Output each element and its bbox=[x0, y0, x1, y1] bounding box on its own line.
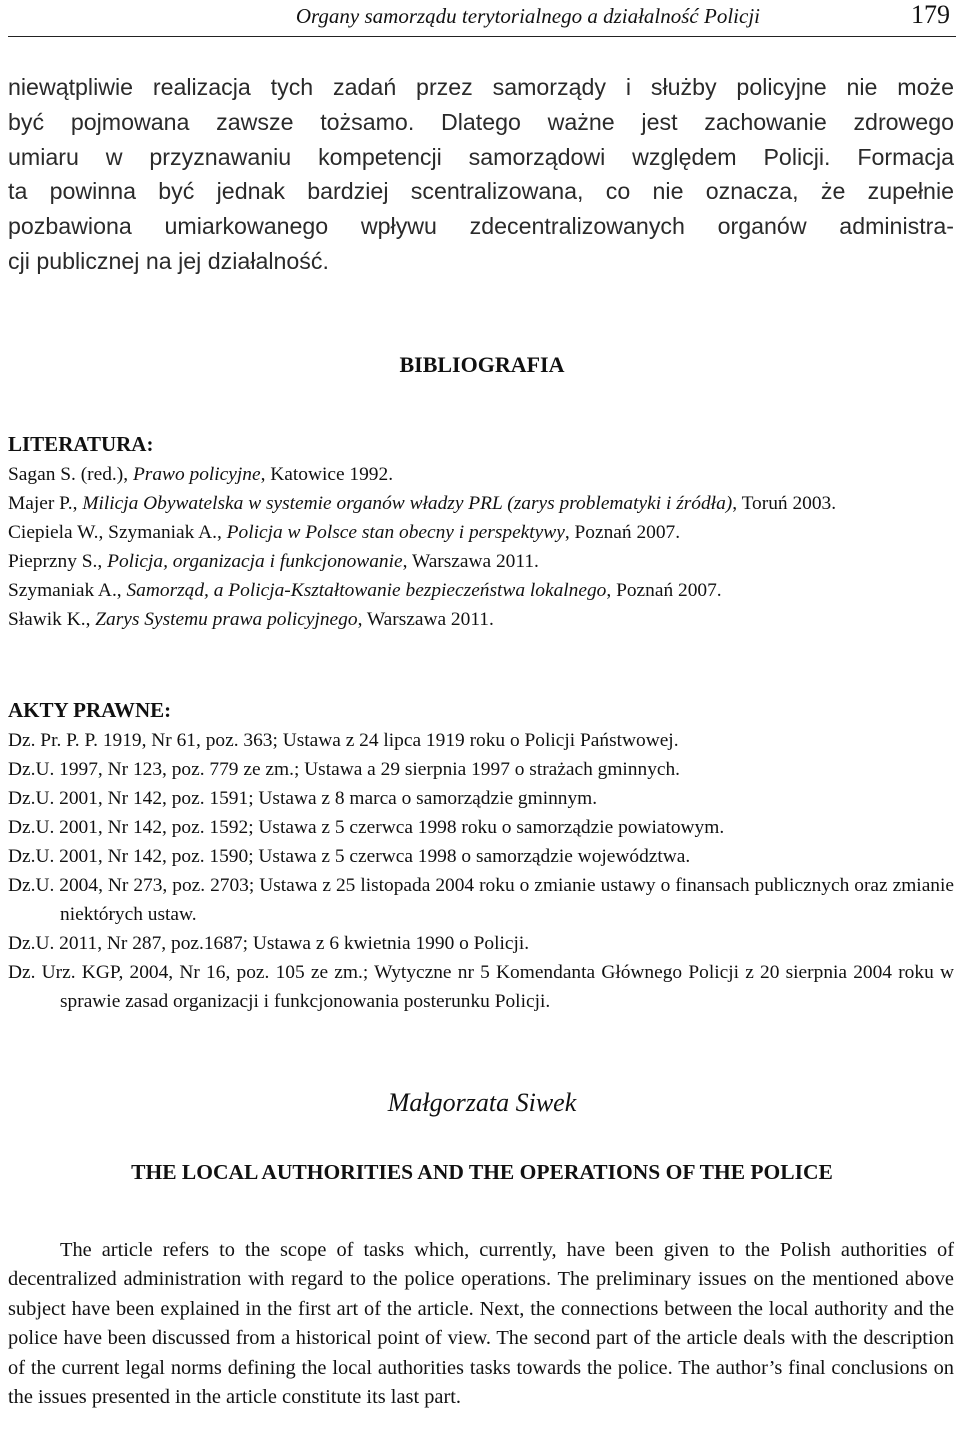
literature-entry bbox=[8, 489, 954, 518]
intro-line: umiaru w przyznawaniu kompetencji samorządowi względem Policji. Formacja bbox=[8, 143, 954, 170]
legal-act-entry: Dz.U. 1997, Nr 123, poz. 779 ze zm.; Ustawa a 29 sierpnia 1997 o strażach gminnych. bbox=[8, 759, 681, 780]
legal-act-entry: Dz.U. 2001, Nr 142, poz. 1592; Ustawa z 5 czerwca 1998 roku o samorządzie powiatowym. bbox=[8, 817, 725, 838]
entry-author: Sławik K., bbox=[8, 609, 96, 630]
intro-line: ta powinna być jednak bardziej scentralizowana, co nie oznacza, że zupełnie bbox=[8, 178, 954, 205]
abstract-text: The article refers to the scope of tasks which, currently, have been given to the Polish authorities of decentralized administration with regard to the police operations. The preliminary issues on the mentioned above subject have been explained in the first art of the article. Next, the connections between the local authority and the police have been discussed from a historical point of view. The second part of the article deals with the description of the current legal norms defining the local authorities tasks towards the police. The author’s final conclusions on the issues presented in the article constitute its last part. bbox=[8, 1239, 954, 1409]
entry-details: , Poznań 2007. bbox=[564, 522, 681, 543]
entry-details: , Katowice 1992. bbox=[260, 464, 394, 485]
literature-list bbox=[8, 460, 954, 634]
abstract-title: THE LOCAL AUTHORITIES AND THE OPERATIONS OF THE POLICE bbox=[131, 1160, 833, 1184]
legal-act-entry: Dz.U. 2001, Nr 142, poz. 1590; Ustawa z 5 czerwca 1998 o samorządzie województwa. bbox=[8, 846, 691, 867]
literature-entry bbox=[8, 605, 954, 634]
entry-title: Prawo policyjne bbox=[132, 464, 261, 485]
literature-entry bbox=[8, 576, 954, 605]
abstract-author: Małgorzata Siwek bbox=[387, 1088, 577, 1117]
intro-line: cji publicznej na jej działalność. bbox=[8, 247, 329, 274]
entry-author: Pieprzny S., bbox=[8, 551, 108, 572]
legal-act-entry: Dz. Pr. P. P. 1919, Nr 61, poz. 363; Ustawa z 24 lipca 1919 roku o Policji Państwowej. bbox=[8, 730, 679, 751]
legal-acts-list bbox=[8, 726, 954, 1016]
literature-entry bbox=[8, 518, 954, 547]
entry-title: Policja w Polsce stan obecny i perspektywy bbox=[226, 522, 565, 543]
entry-title: Zarys Systemu prawa policyjnego bbox=[95, 609, 358, 630]
running-title: Organy samorządu terytorialnego a działalność Policji bbox=[295, 4, 760, 28]
page-number: 179 bbox=[911, 0, 950, 29]
document-page bbox=[8, 0, 956, 1444]
entry-author: Ciepiela W., Szymaniak A., bbox=[8, 522, 227, 543]
entry-details: , Poznań 2007. bbox=[606, 580, 722, 601]
literature-heading: LITERATURA: bbox=[8, 432, 154, 456]
entry-author: Majer P., bbox=[8, 493, 83, 514]
entry-details: , Warszawa 2011. bbox=[402, 551, 539, 572]
entry-title: Milicja Obywatelska w systemie organów władzy PRL (zarys problematyki i źródła) bbox=[82, 493, 733, 514]
running-header bbox=[8, 0, 956, 37]
legal-acts-heading: AKTY PRAWNE: bbox=[8, 698, 172, 722]
intro-line: pozbawiona umiarkowanego wpływu zdecentralizowanych organów administra- bbox=[8, 213, 954, 240]
legal-act-entry: Dz.U. 2001, Nr 142, poz. 1591; Ustawa z 8 marca o samorządzie gminnym. bbox=[8, 788, 598, 809]
literature-entry bbox=[8, 547, 954, 576]
legal-act-entry: Dz.U. 2004, Nr 273, poz. 2703; Ustawa z 25 listopada 2004 roku o zmianie ustawy o finansach publicznych oraz zmianie niektórych ustaw. bbox=[8, 875, 954, 925]
entry-author: Sagan S. (red.), bbox=[8, 464, 133, 485]
intro-paragraph bbox=[8, 70, 954, 279]
entry-author: Szymaniak A., bbox=[8, 580, 127, 601]
intro-line: być pojmowana zawsze tożsamo. Dlatego ważne jest zachowanie zdrowego bbox=[8, 108, 954, 135]
legal-act-entry: Dz.U. 2011, Nr 287, poz.1687; Ustawa z 6 kwietnia 1990 o Policji. bbox=[8, 933, 530, 954]
bibliography-heading: BIBLIOGRAFIA bbox=[399, 352, 565, 377]
legal-act-entry: Dz. Urz. KGP, 2004, Nr 16, poz. 105 ze zm.; Wytyczne nr 5 Komendanta Głównego Policji z 20 sierpnia 2004 roku w sprawie zasad organizacji i funkcjonowania posterunku Policji. bbox=[8, 962, 954, 1012]
entry-details: , Warszawa 2011. bbox=[357, 609, 494, 630]
entry-details: , Toruń 2003. bbox=[732, 493, 837, 514]
entry-title: Policja, organizacja i funkcjonowanie bbox=[107, 551, 403, 572]
literature-entry bbox=[8, 460, 954, 489]
entry-title: Samorząd, a Policja-Kształtowanie bezpieczeństwa lokalnego bbox=[126, 580, 607, 601]
intro-line: niewątpliwie realizacja tych zadań przez samorządy i służby policyjne nie może bbox=[8, 74, 954, 100]
